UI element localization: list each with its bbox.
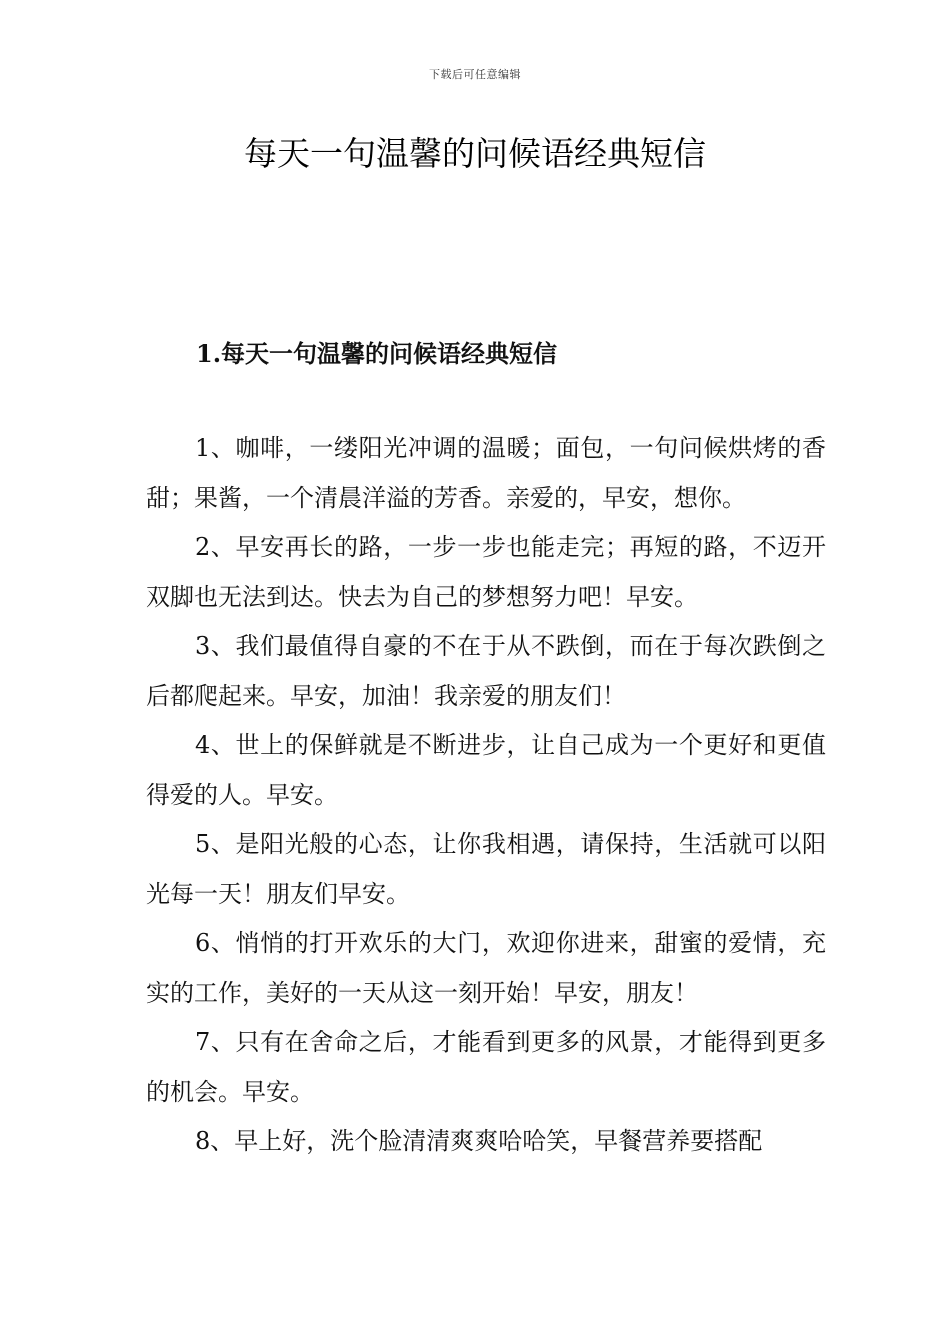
list-item: 5、是阳光般的心态，让你我相遇，请保持，生活就可以阳光每一天！朋友们早安。 [146, 830, 826, 908]
header-note: 下载后可任意编辑 [429, 68, 521, 81]
list-item: 4、世上的保鲜就是不断进步，让自己成为一个更好和更值得爱的人。早安。 [146, 731, 826, 809]
document-body [146, 424, 826, 1167]
document-title: 每天一句温馨的问候语经典短信 [244, 134, 706, 173]
list-item: 3、我们最值得自豪的不在于从不跌倒，而在于每次跌倒之后都爬起来。早安，加油！我亲爱的朋友们！ [146, 632, 826, 710]
section-heading: 1.每天一句温馨的问候语经典短信 [196, 339, 558, 368]
list-item: 6、悄悄的打开欢乐的大门，欢迎你进来，甜蜜的爱情，充实的工作，美好的一天从这一刻开始！早安，朋友！ [146, 929, 826, 1007]
list-item: 2、早安再长的路，一步一步也能走完；再短的路，不迈开双脚也无法到达。快去为自己的梦想努力吧！早安。 [146, 533, 826, 611]
list-item: 8、早上好，洗个脸清清爽爽哈哈笑，早餐营养要搭配 [195, 1127, 763, 1155]
list-item: 7、只有在舍命之后，才能看到更多的风景，才能得到更多的机会。早安。 [146, 1028, 826, 1106]
list-item: 1、咖啡，一缕阳光冲调的温暖；面包，一句问候烘烤的香甜；果酱，一个清晨洋溢的芳香。亲爱的，早安，想你。 [146, 434, 826, 512]
